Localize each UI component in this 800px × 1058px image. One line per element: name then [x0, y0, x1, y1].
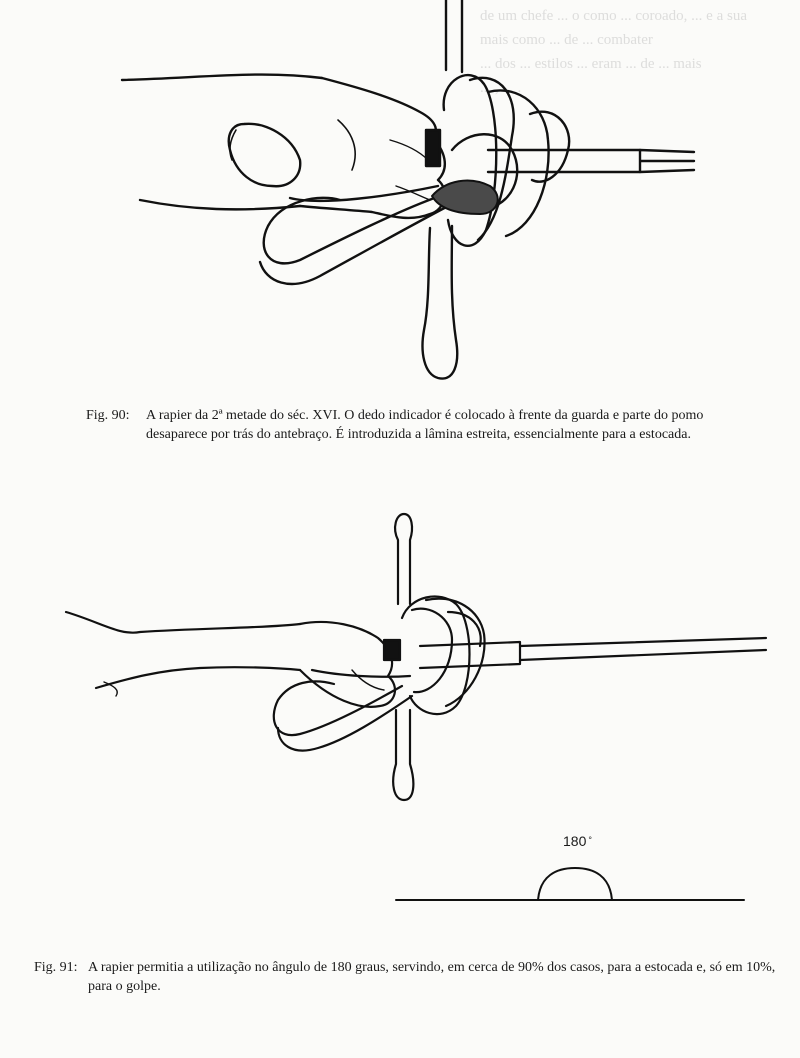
figure-90-caption — [86, 406, 746, 466]
fig91-blade — [520, 638, 766, 660]
bleed-line: mais como ... de ... combater — [480, 32, 653, 48]
figure-91-caption — [34, 958, 784, 998]
fig91-grip — [384, 640, 400, 660]
fig91-fist — [300, 622, 395, 707]
bleed-line: ... , ... . — [480, 80, 522, 96]
fig90-grip — [426, 130, 440, 166]
figure-91-caption-text: A rapier permitia a utilização no ângulo de 180 graus, servindo, em cerca de 90% dos casos, para a estocada e, só em 10%, para o golpe. — [88, 960, 776, 994]
angle-diagram — [0, 860, 800, 920]
degree-symbol: ° — [588, 835, 592, 845]
angle-arc — [538, 868, 612, 900]
fig90-forearm-lower — [140, 200, 300, 209]
fig90-side-ring — [264, 196, 440, 263]
figure-90-label: Fig. 90: — [86, 408, 130, 423]
fig90-guard-loop — [444, 75, 497, 246]
fig90-quillon-bottom — [423, 226, 458, 379]
fig91-quillon-top — [395, 514, 412, 604]
figure-90-caption-text: A rapier da 2ª metade do séc. XVI. O dedo indicador é colocado à frente da guarda e parte do pomo desaparece por trás do antebraço. É introduzida a lâmina estreita, essencialmente para a estocada. — [146, 408, 704, 442]
angle-value: 180 — [563, 833, 587, 849]
fig91-quillon-bottom — [393, 710, 413, 800]
figure-90-illustration — [0, 0, 800, 400]
fig91-arm-upper — [66, 612, 300, 633]
fig90-pommel — [229, 124, 300, 186]
fig90-quillon-top — [446, 0, 462, 72]
figure-91-label: Fig. 91: — [34, 960, 78, 975]
bleed-line: de um chefe ... o como ... coroado, ... e a sua — [480, 8, 747, 24]
angle-label — [563, 833, 592, 849]
fig91-arm-lower — [96, 667, 300, 688]
figure-91-illustration — [0, 500, 800, 820]
bleed-line: ... dos ... estilos ... eram ... de ... mais — [480, 56, 702, 72]
fig90-forearm — [122, 75, 322, 80]
